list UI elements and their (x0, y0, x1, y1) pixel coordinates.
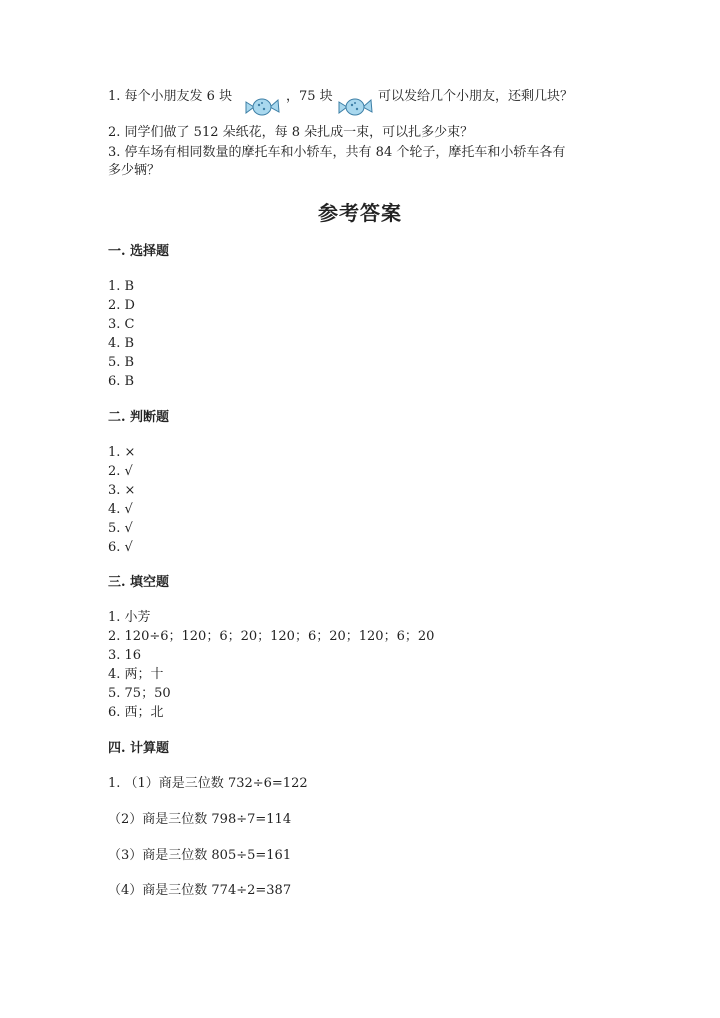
candy-icon (335, 94, 375, 120)
question-1-part-b: ，75 块 (286, 89, 333, 104)
answer-item: 3. 16 (108, 648, 142, 663)
section-heading-judgment: 二. 判断题 (108, 410, 170, 425)
answer-item: 1. × (108, 445, 136, 460)
answer-item: （3）商是三位数 805÷5=161 (108, 848, 292, 863)
answer-item: 1. B (108, 279, 135, 294)
answer-item: 1. （1）商是三位数 732÷6=122 (108, 776, 308, 791)
answer-item: 1. 小芳 (108, 610, 151, 625)
answer-item: 4. B (108, 336, 135, 351)
section-heading-choice: 一. 选择题 (108, 244, 170, 259)
candy-icon (242, 94, 282, 120)
answer-item: 2. 120÷6；120；6；20；120；6；20；120；6；20 (108, 629, 435, 644)
answer-item: 5. B (108, 355, 135, 370)
answer-item: 4. 两；十 (108, 667, 164, 682)
answer-item: 3. C (108, 317, 135, 332)
answer-item: 4. √ (108, 502, 133, 517)
section-heading-fill-blank: 三. 填空题 (108, 575, 170, 590)
question-1-part-a: 1. 每个小朋友发 6 块 (108, 89, 233, 104)
answer-item: 6. B (108, 374, 135, 389)
answer-item: （2）商是三位数 798÷7=114 (108, 812, 292, 827)
answer-item: 5. 75；50 (108, 686, 171, 701)
answer-item: 6. √ (108, 540, 133, 555)
answer-item: 6. 西；北 (108, 705, 164, 720)
section-heading-calculation: 四. 计算题 (108, 741, 170, 756)
answer-item: 5. √ (108, 521, 133, 536)
question-1-part-c: 可以发给几个小朋友，还剩几块？ (378, 89, 574, 104)
answer-item: 3. × (108, 483, 136, 498)
question-3-line-1: 3. 停车场有相同数量的摩托车和小轿车，共有 84 个轮子，摩托车和小轿车各有 (108, 145, 566, 160)
question-2: 2. 同学们做了 512 朵纸花，每 8 朵扎成一束，可以扎多少束？ (108, 125, 474, 140)
answer-item: 2. √ (108, 464, 133, 479)
answer-item: 2. D (108, 298, 135, 313)
question-3-line-2: 多少辆？ (108, 163, 161, 178)
answer-item: （4）商是三位数 774÷2=387 (108, 883, 292, 898)
page-title: 参考答案 (318, 201, 402, 225)
